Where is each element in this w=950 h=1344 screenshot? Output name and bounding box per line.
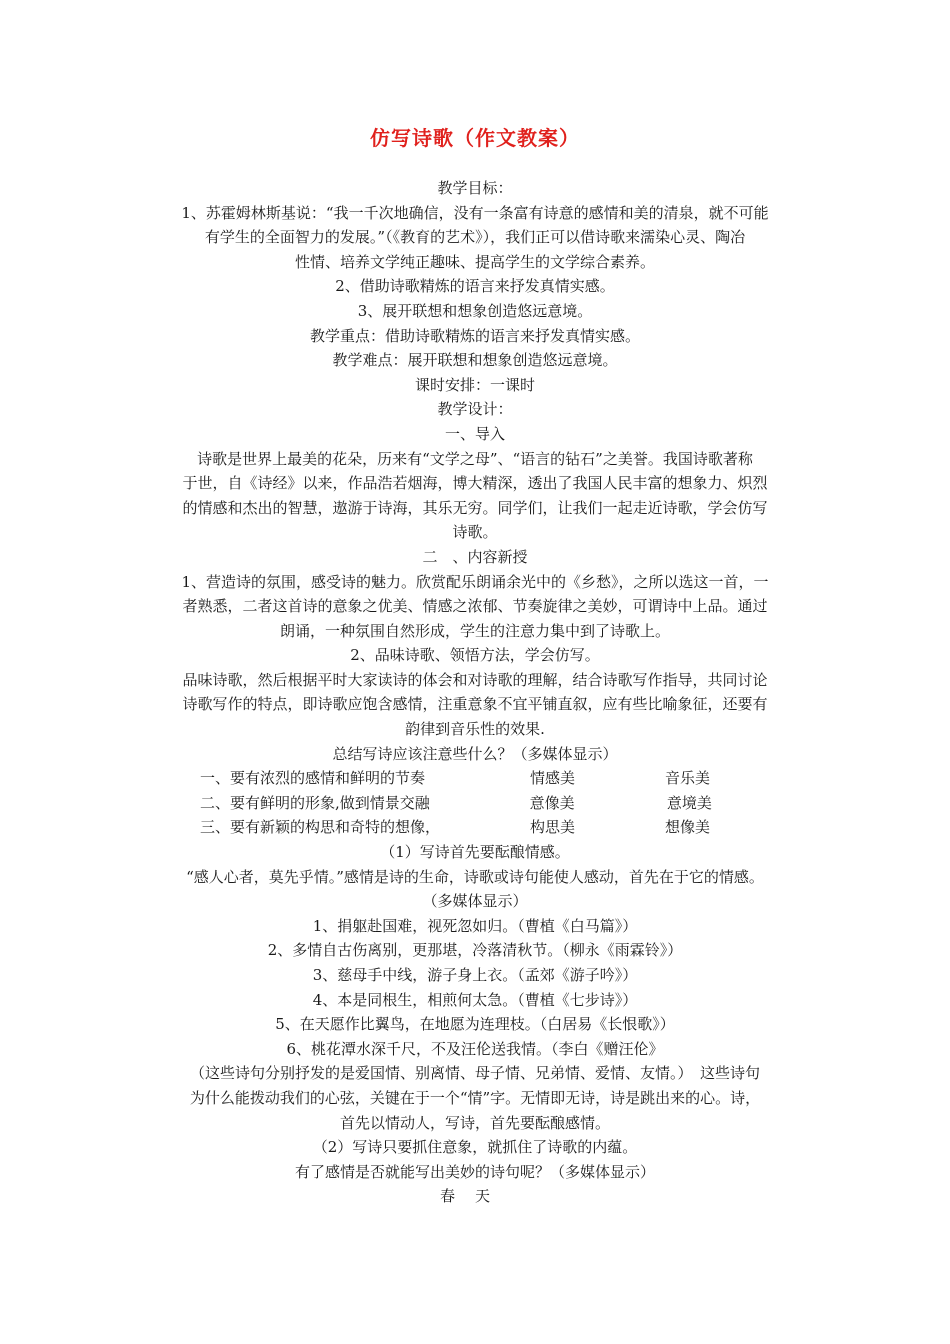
paragraph-line: 有学生的全面智力的发展。”（《教育的艺术》），我们正可以借诗歌来濡染心灵、陶冶	[204, 228, 746, 247]
criteria-row	[140, 766, 810, 791]
paragraph-line: 诗歌是世界上最美的花朵，历来有“文学之母”、“语言的钻石”之美誉。我国诗歌著称	[197, 449, 753, 468]
poem-example: 2、多情自古伤离别，更那堪，冷落清秋节。（柳永《雨霖铃》）	[267, 941, 683, 960]
criteria-text: 三、要有新颖的构思和奇特的想像，	[200, 818, 441, 837]
poem-example: 3、慈母手中线，游子身上衣。（孟郊《游子吟》）	[312, 966, 638, 984]
criteria-row	[140, 791, 810, 816]
section-heading-design: 教学设计：	[437, 400, 513, 419]
poem-example: 1、捐躯赴国难，视死忽如归。（曹植《白马篇》）	[312, 916, 638, 935]
schedule: 课时安排：一课时	[414, 375, 535, 394]
key-point: 教学重点：借助诗歌精炼的语言来抒发真情实感。	[309, 326, 640, 345]
goal-item-2: 2、借助诗歌精炼的语言来抒发真情实感。	[335, 277, 615, 296]
paragraph-line: （这些诗句分别抒发的是爱国情、别离情、母子情、兄弟情、爱情、友情。） 这些诗句	[189, 1064, 760, 1083]
paragraph-line: 1、苏霍姆林斯基说：“我一千次地确信，没有一条富有诗意的感情和美的清泉，就不可能	[181, 203, 769, 222]
criteria-beauty: 意像美	[529, 793, 575, 812]
paragraph-line: 性情、培养文学纯正趣味、提高学生的文学综合素养。	[294, 252, 655, 271]
criteria-text: 二、要有鲜明的形象,做到情景交融	[200, 793, 430, 812]
subheading-appreciate: 2、品味诗歌、领悟方法，学会仿写。	[350, 646, 600, 665]
criteria-beauty: 意境美	[666, 793, 712, 812]
paragraph-line: 有了感情是否就能写出美妙的诗句呢？（多媒体显示）	[294, 1162, 655, 1181]
poem-example: 6、桃花潭水深千尺，不及汪伦送我情。（李白《赠汪伦》	[286, 1039, 664, 1058]
criteria-beauty: 想像美	[665, 818, 711, 837]
criteria-text: 一、要有浓烈的感情和鲜明的节奏	[200, 769, 426, 788]
document-body	[140, 176, 810, 1209]
paragraph-line: 品味诗歌，然后根据平时大家读诗的体会和对诗歌的理解，结合诗歌写作指导，共同讨论	[182, 670, 768, 689]
document-title: 仿写诗歌（作文教案）	[370, 126, 580, 150]
criteria-beauty: 构思美	[530, 818, 576, 837]
difficult-point: 教学难点：展开联想和想象创造悠远意境。	[332, 351, 618, 370]
section-heading-goals: 教学目标：	[437, 179, 513, 197]
paragraph-line: 首先以情动人，写诗，首先要酝酿感情。	[339, 1113, 610, 1132]
subheading-imagery: （2）写诗只要抓住意象，就抓住了诗歌的内蕴。	[312, 1138, 638, 1157]
paragraph-line: 1、营造诗的氛围，感受诗的魅力。欣赏配乐朗诵余光中的《乡愁》，之所以选这一首，一	[181, 572, 769, 591]
paragraph-line: 韵律到音乐性的效果.	[405, 720, 545, 739]
paragraph-line: 者熟悉，二者这首诗的意象之优美、情感之浓郁、节奏旋律之美妙，可谓诗中上品。通过	[182, 597, 768, 616]
paragraph-line: 为什么能拨动我们的心弦，关键在于一个“情”字。无情即无诗，诗是跳出来的心。诗，	[189, 1088, 761, 1107]
summary-question: 总结写诗应该注意些什么？（多媒体显示）	[332, 744, 618, 763]
paragraph-line: 诗歌写作的特点，即诗歌应饱含感情，注重意象不宜平铺直叙，应有些比喻象征，还要有	[182, 695, 768, 714]
criteria-beauty: 情感美	[530, 769, 576, 788]
goal-item-3: 3、展开联想和想象创造悠远意境。	[357, 301, 593, 320]
paragraph-line: 诗歌。	[452, 523, 498, 542]
criteria-row	[140, 815, 810, 840]
section-heading-new-content: 二 、内容新授	[422, 547, 528, 566]
multimedia-note: （多媒体显示）	[422, 892, 528, 911]
section-heading-intro: 一、导入	[444, 424, 505, 443]
subheading-emotion: （1）写诗首先要酝酿情感。	[380, 843, 570, 862]
paragraph-line: 朗诵，一种氛围自然形成，学生的注意力集中到了诗歌上。	[279, 621, 670, 640]
paragraph-line: 的情感和杰出的智慧，遨游于诗海，其乐无穷。同学们，让我们一起走近诗歌，学会仿写	[182, 498, 768, 517]
poem-title-spring: 春天	[439, 1187, 510, 1206]
poem-example: 4、本是同根生，相煎何太急。（曹植《七步诗》）	[312, 990, 638, 1009]
poem-example: 5、在天愿作比翼鸟，在地愿为连理枝。（白居易《长恨歌》）	[275, 1015, 675, 1034]
criteria-beauty: 音乐美	[665, 769, 711, 788]
paragraph-line: “感人心者，莫先乎情。”感情是诗的生命，诗歌或诗句能使人感动，首先在于它的情感。	[186, 867, 764, 886]
paragraph-line: 于世，自《诗经》以来，作品浩若烟海，博大精深，透出了我国人民丰富的想象力、炽烈	[182, 474, 768, 493]
